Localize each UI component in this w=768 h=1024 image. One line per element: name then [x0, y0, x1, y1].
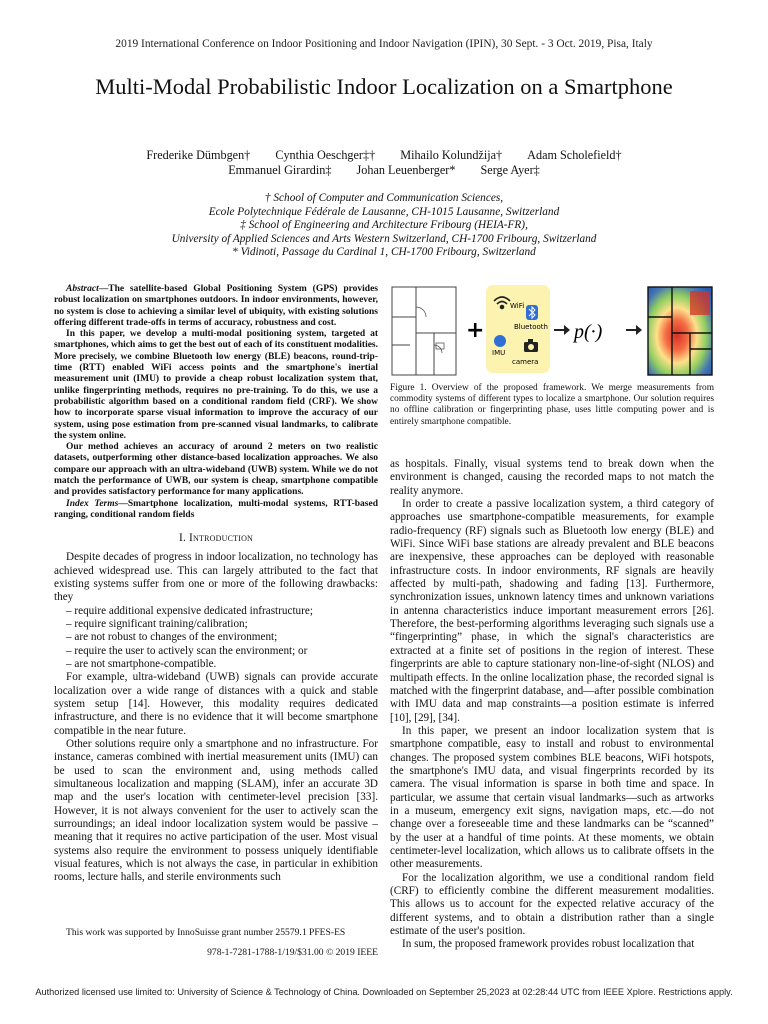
footnote	[54, 927, 378, 958]
intro-paragraph: In order to create a passive localization system, a third category of approaches use smartphone-compatible measurements, for example radio-frequency (RF) signals such as Bluetooth low energy (BLE) and WiFi. Since WiFi base stations are already prevalent and BLE beacons are inexpensive, these approaches can be deployed with reasonable infrastructure costs. In indoor environments, RF signals are heavily affected by multi-path, shadowing and fading [13]. Furthermore, synchronization issues, unknown latency times and unknown variations in antenna characteristics induce important measurement errors [26]. Therefore, the best-performing algorithms leveraging such signals use a “fingerprinting” phase, in which the signal's characteristics are extracted at a finite set of positions in the region of interest. These fingerprints are able to capture stationary non-line-of-sight (NLOS) and multipath effects. In the online localization phase, the recorded signal is matched with the fingerprint database, and—after possible combination with IMU data and map constraints—a position estimate is inferred [10], [29], [34].	[390, 498, 714, 724]
probability-heatmap	[648, 287, 712, 375]
wifi-label: WiFi	[510, 302, 525, 310]
imu-label: IMU	[492, 349, 506, 357]
affiliations	[60, 192, 708, 260]
intro-paragraph: as hospitals. Finally, visual systems tend to break down when the environment is changed, causing the recorded maps to not match the reality anymore.	[390, 458, 714, 497]
author: Johan Leuenberger*	[356, 163, 456, 177]
drawback-list	[54, 605, 378, 672]
author: Frederike Dümbgen†	[146, 148, 251, 162]
bluetooth-label: Bluetooth	[514, 323, 548, 331]
section-heading-introduction: I. Introduction	[178, 532, 254, 545]
intro-paragraph: For the localization algorithm, we use a conditional random field (CRF) to efficiently combine the different measurement modalities. This allows us to account for the expected relative accuracy of the different systems, and to obtain a distribution rather than a single estimate of the user's position.	[390, 871, 714, 938]
abstract-paragraph-1: Abstract—The satellite-based Global Positioning System (GPS) provides robust localization on smartphones outdoors. In indoor environments, however, no system is close to achieving a similar level of ubiquity, with existing solutions offering different trade-offs in terms of accuracy, robustness and cost.	[54, 284, 378, 328]
author: Serge Ayer‡	[480, 163, 540, 177]
figure-caption: Figure 1. Overview of the proposed framework. We merge measurements from commodity systems of different types to localize a smartphone. Our solution requires no offline calibration or fingerprinting phase, uses little computing power and is entirely smartphone compatible.	[390, 383, 714, 427]
affiliation-line: † School of Computer and Communication Sciences,	[264, 192, 504, 204]
index-terms: Index Terms—Smartphone localization, multi-modal systems, RTT-based ranging, conditional random fields	[54, 498, 378, 520]
author-list	[60, 148, 708, 178]
paper-title: Multi-Modal Probabilistic Indoor Localization on a Smartphone	[95, 74, 673, 99]
conference-header: 2019 International Conference on Indoor Positioning and Indoor Navigation (IPIN), 30 Sept. - 3 Oct. 2019, Pisa, Italy	[115, 38, 653, 50]
imu-icon	[494, 335, 506, 347]
author: Cynthia Oeschger‡†	[275, 148, 376, 162]
author: Mihailo Kolundžija†	[400, 148, 503, 162]
probability-operator: p(·)	[574, 321, 603, 343]
intro-paragraph: For example, ultra-wideband (UWB) signals can provide accurate localization over a wide range of distances with a quick and stable system setup [14]. However, this modality requires dedicated infrastructure, and there is no evidence that it will become smartphone compatible in the near future.	[54, 671, 378, 737]
copyright-line: 978-1-7281-1788-1/19/$31.00 © 2019 IEEE	[207, 947, 378, 958]
drawback-item: – are not robust to changes of the environment;	[66, 631, 378, 644]
intro-paragraph: Other solutions require only a smartphone and no infrastructure. For instance, cameras combined with inertial measurement units (IMU) can be used to scan the environment and, using methods called simultaneous localization and mapping (SLAM), infer an accurate 3D map and the user's location with centimeter-level precision [33]. However, it is not always convenient for the user to actively scan the surroundings; an ideal indoor localization system would be passive – meaning that it requires no active participation of the user. Most visual systems also require the environment to possess uniquely identifiable visual features, which is not always the case, in particular in exhibition rooms, lecture halls, and sterile environments such	[54, 738, 378, 884]
floor-plan-icon	[392, 287, 456, 375]
affiliation-line: University of Applied Sciences and Arts Western Switzerland, CH-1700 Fribourg, Switzerland	[171, 232, 597, 245]
author-row-2	[60, 163, 708, 178]
abstract-lead: Abstract	[66, 284, 99, 294]
right-column	[390, 458, 714, 952]
drawback-item: – are not smartphone-compatible.	[66, 658, 378, 671]
abstract-paragraph-3: Our method achieves an accuracy of around 2 meters on two realistic datasets, outperforming other distance-based localization approaches. We also compare our approach with an ultra-wideband (UWB) system. While we do not match the performance of UWB, our system is cheap, smartphone compatible and provides satisfactory performance for many applications.	[54, 442, 378, 498]
framework-diagram	[390, 283, 714, 383]
author-row-1	[60, 148, 708, 163]
affiliation-line: ‡ School of Engineering and Architecture Fribourg (HEIA-FR),	[240, 219, 528, 232]
affiliation-line: * Vidinoti, Passage du Cardinal 1, CH-1700 Fribourg, Switzerland	[232, 246, 536, 259]
intro-paragraph: In this paper, we present an indoor localization system that is smartphone compatible, easy to install and robust to environmental changes. The proposed system combines BLE beacons, WiFi hotspots, the smartphone's IMU data, and visual fingerprints recorded by its camera. The visual information is sparse in both time and space. In particular, we assume that certain visual landmarks—such as artworks in a museum, emergency exit signs, navigation maps, etc.—do not change over a foreseeable time and these landmarks can be “scanned” by the user at a handful of time points. At these moments, we obtain centimeter-level localization, which allows us to calibrate offsets in the other measurements.	[390, 724, 714, 871]
drawback-item: – require the user to actively scan the environment; or	[66, 645, 378, 658]
arrow-right-icon	[554, 325, 570, 335]
left-column	[54, 284, 378, 885]
intro-paragraph: In sum, the proposed framework provides robust localization that	[402, 938, 695, 951]
index-terms-lead: Index Terms	[66, 498, 119, 509]
arrow-right-icon	[626, 325, 642, 335]
author: Adam Scholefield†	[527, 148, 622, 162]
drawback-item: – require significant training/calibration;	[66, 618, 378, 631]
figure-1	[390, 283, 714, 383]
camera-label: camera	[512, 358, 539, 366]
author: Emmanuel Girardin‡	[228, 163, 332, 177]
funding-note: This work was supported by InnoSuisse grant number 25579.1 PFES-ES	[66, 927, 346, 938]
plus-icon: +	[466, 318, 485, 343]
ieee-license-footer: Authorized licensed use limited to: University of Science & Technology of China. Downloaded on September 25,2023 at 02:28:44 UTC from IEEE Xplore. Restrictions apply.	[35, 987, 733, 997]
abstract-paragraph-2: In this paper, we develop a multi-modal positioning system, targeted at smartphones, which aims to get the best out of each of its constituent modalities. More precisely, we combine Bluetooth low energy (BLE) beacons, round-trip-time (RTT) enabled WiFi access points and the smartphone's inertial measurement unit (IMU) to provide a cheap robust localization system that, unlike fingerprinting methods, requires no pre-training. To do this, we use a probabilistic algorithm based on a conditional random field (CRF). We show how to incorporate sparse visual information to improve the accuracy of our system, using pose estimation from pre-scanned visual landmarks, to calibrate the system online.	[54, 329, 378, 441]
intro-paragraph: Despite decades of progress in indoor localization, no technology has achieved widespread use. This can largely attributed to the fact that existing systems suffer from one or more of the following drawbacks: they	[54, 551, 378, 604]
abstract	[54, 284, 378, 521]
affiliation-line: Ecole Polytechnique Fédérale de Lausanne, CH-1015 Lausanne, Switzerland	[208, 205, 560, 218]
drawback-item: – require additional expensive dedicated infrastructure;	[66, 605, 378, 618]
